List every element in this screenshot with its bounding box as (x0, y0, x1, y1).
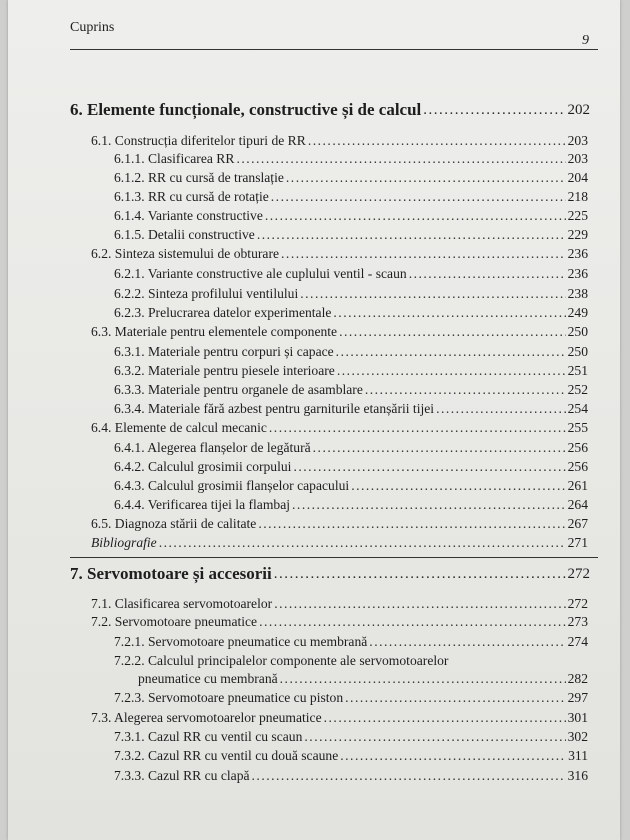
toc-entry (114, 768, 588, 784)
toc-entry (91, 596, 588, 612)
toc-entry-title: 7.3.2. Cazul RR cu ventil cu două scaune (114, 748, 339, 763)
toc-chapter-title: 6. Elemente funcționale, constructive și de calcul (70, 100, 422, 119)
toc-leader-dots (274, 596, 565, 612)
toc-entry (114, 478, 588, 494)
toc-entry (114, 208, 588, 224)
toc-entry (114, 305, 588, 321)
toc-entry-page: 250 (567, 324, 588, 339)
toc-entry-title: 6.4.1. Alegerea flanșelor de legătură (114, 440, 311, 455)
toc-entry-page: 256 (567, 459, 588, 474)
toc-entry (114, 170, 588, 186)
toc-entry-title: 7.2. Servomotoare pneumatice (91, 614, 258, 629)
toc-entry-page: 256 (567, 440, 588, 455)
toc-entry-page: 255 (567, 420, 588, 435)
toc-entry-page: 297 (567, 690, 588, 705)
toc-entry-page: 249 (567, 305, 588, 320)
toc-leader-dots (308, 133, 566, 149)
toc-entry-title: 6.2. Sinteza sistemului de obturare (91, 246, 280, 261)
toc-entry-title: 6.3.3. Materiale pentru organele de asamblare (114, 382, 363, 397)
toc-entry (91, 324, 588, 340)
toc-leader-dots (337, 363, 566, 379)
toc-entry (114, 151, 588, 167)
toc-leader-dots (159, 535, 566, 551)
toc-entry-page: 267 (567, 516, 588, 531)
toc-entry-page: 229 (567, 227, 588, 242)
toc-entry-title: 6.1. Construcția diferitelor tipuri de RR (91, 133, 306, 148)
toc-entry-title: 7.3.1. Cazul RR cu ventil cu scaun (114, 729, 303, 744)
toc-entry-page: 274 (567, 634, 588, 649)
toc-entry-page: 272 (567, 596, 588, 611)
toc-leader-dots (436, 401, 566, 417)
toc-entry-page: 261 (567, 478, 588, 493)
toc-leader-dots (280, 671, 566, 687)
toc-entry-title: 6.2.3. Prelucrarea datelor experimentale (114, 305, 332, 320)
toc-leader-dots (269, 420, 566, 436)
toc-entry-page: 251 (567, 363, 588, 378)
toc-entry (91, 516, 588, 532)
toc-entry-title: 7.1. Clasificarea servomotoarelor (91, 596, 273, 611)
toc-entry-page: 264 (567, 497, 588, 512)
toc-entry-title: 6.1.3. RR cu cursă de rotație (114, 189, 269, 204)
toc-entry-title: 7.3.3. Cazul RR cu clapă (114, 768, 250, 783)
toc-entry-title: 6.3.4. Materiale fără azbest pentru garniturile etanșării tijei (114, 401, 435, 416)
toc-entry-page: 236 (567, 246, 588, 261)
toc-entry-title: 6.4.4. Verificarea tijei la flambaj (114, 497, 291, 512)
toc-chapter-title: 7. Servomotoare și accesorii (70, 564, 272, 583)
toc-leader-dots (409, 266, 566, 282)
toc-page: 202 (567, 102, 590, 118)
toc-leader-dots (304, 729, 565, 745)
toc-entry (91, 246, 588, 262)
toc-entry-title: 6.1.1. Clasificarea RR (114, 151, 235, 166)
toc-leader-dots (313, 440, 566, 456)
toc-entry-title: Bibliografie (91, 535, 157, 550)
toc-leader-dots (423, 100, 565, 120)
toc-entry-title: 6.1.4. Variante constructive (114, 208, 263, 223)
toc-entry (91, 614, 588, 630)
toc-entry-title: 6.2.2. Sinteza profilului ventilului (114, 286, 299, 301)
toc-entry-page: 273 (567, 614, 588, 629)
toc-entry-page: 203 (567, 151, 588, 166)
toc-leader-dots (324, 710, 566, 726)
toc-entry-title: 6.3.2. Materiale pentru piesele interioare (114, 363, 335, 378)
toc-entry-page: 204 (567, 170, 588, 185)
book-page (8, 0, 620, 840)
toc-leader-dots (300, 286, 565, 302)
toc-entry-page: 271 (567, 535, 588, 550)
toc-entry-title: 6.5. Diagnoza stării de calitate (91, 516, 257, 531)
toc-entry (138, 671, 588, 687)
toc-entry (114, 634, 588, 650)
toc-leader-dots (345, 690, 565, 706)
toc-leader-dots (265, 208, 566, 224)
toc-entry (114, 286, 588, 302)
toc-leader-dots (274, 564, 566, 584)
toc-leader-dots (336, 344, 566, 360)
toc-entry-page: 302 (567, 729, 588, 744)
toc-entry-page: 301 (567, 710, 588, 725)
table-of-contents (8, 0, 620, 840)
toc-leader-dots (286, 170, 566, 186)
chapter-separator (70, 557, 598, 558)
toc-entry (114, 440, 588, 456)
toc-entry (114, 729, 588, 745)
toc-entry-title: 6.2.1. Variante constructive ale cuplului ventil - scaun (114, 266, 407, 281)
toc-entry (91, 710, 588, 726)
toc-entry (114, 266, 588, 282)
toc-entry (114, 344, 588, 360)
toc-entry (114, 690, 588, 706)
page-number: 9 (582, 33, 589, 48)
toc-entry (91, 420, 588, 436)
toc-entry-page: 254 (567, 401, 588, 416)
toc-entry (114, 401, 588, 417)
toc-entry-page: 236 (567, 266, 588, 281)
toc-leader-dots (252, 768, 566, 784)
toc-chapter-7 (70, 564, 590, 584)
toc-leader-dots (340, 748, 566, 764)
toc-entry-page: 238 (567, 286, 588, 301)
toc-leader-dots (257, 227, 566, 243)
toc-entry (114, 227, 588, 243)
toc-leader-dots (365, 382, 566, 398)
toc-leader-dots (351, 478, 565, 494)
toc-entry-title: 7.2.3. Servomotoare pneumatice cu piston (114, 690, 344, 705)
toc-entry (114, 497, 588, 513)
toc-entry-bibliography (91, 535, 588, 551)
toc-entry-page: 203 (567, 133, 588, 148)
toc-entry-title: 6.1.5. Detalii constructive (114, 227, 255, 242)
toc-entry-title: 6.4. Elemente de calcul mecanic (91, 420, 267, 435)
toc-leader-dots (339, 324, 566, 340)
toc-entry (91, 133, 588, 149)
toc-leader-dots (236, 151, 565, 167)
toc-leader-dots (258, 516, 565, 532)
toc-entry-title: pneumatice cu membrană (138, 671, 278, 686)
toc-entry-title: 7.2.1. Servomotoare pneumatice cu membrană (114, 634, 368, 649)
toc-entry (114, 189, 588, 205)
toc-entry (114, 748, 588, 764)
toc-chapter-6 (70, 100, 590, 120)
toc-leader-dots (333, 305, 565, 321)
toc-entry-title: 6.3.1. Materiale pentru corpuri și capace (114, 344, 334, 359)
toc-entry-title: 7.3. Alegerea servomotoarelor pneumatice (91, 710, 322, 725)
toc-leader-dots (293, 459, 565, 475)
toc-page: 272 (567, 566, 590, 582)
toc-leader-dots (259, 614, 566, 630)
toc-entry-title: 6.3. Materiale pentru elementele componente (91, 324, 338, 339)
toc-entry-page: 225 (567, 208, 588, 223)
toc-entry-page: 250 (567, 344, 588, 359)
toc-entry (114, 363, 588, 379)
toc-entry (114, 382, 588, 398)
toc-entry-page: 218 (567, 189, 588, 204)
toc-entry (114, 459, 588, 475)
toc-entry-page: 252 (567, 382, 588, 397)
toc-entry-title: 6.4.3. Calculul grosimii flanșelor capacului (114, 478, 350, 493)
toc-entry-title: 6.1.2. RR cu cursă de translație (114, 170, 284, 185)
toc-entry-page: 282 (567, 671, 588, 686)
running-header-title: Cuprins (70, 20, 115, 35)
toc-entry-title-line1: 7.2.2. Calculul principalelor componente ale servomotoarelor (114, 653, 449, 668)
toc-leader-dots (369, 634, 565, 650)
toc-entry-title: 6.4.2. Calculul grosimii corpului (114, 459, 292, 474)
toc-entry-page: 316 (567, 768, 588, 783)
toc-leader-dots (292, 497, 566, 513)
toc-leader-dots (281, 246, 566, 262)
toc-entry-page: 311 (568, 748, 588, 763)
toc-leader-dots (271, 189, 566, 205)
